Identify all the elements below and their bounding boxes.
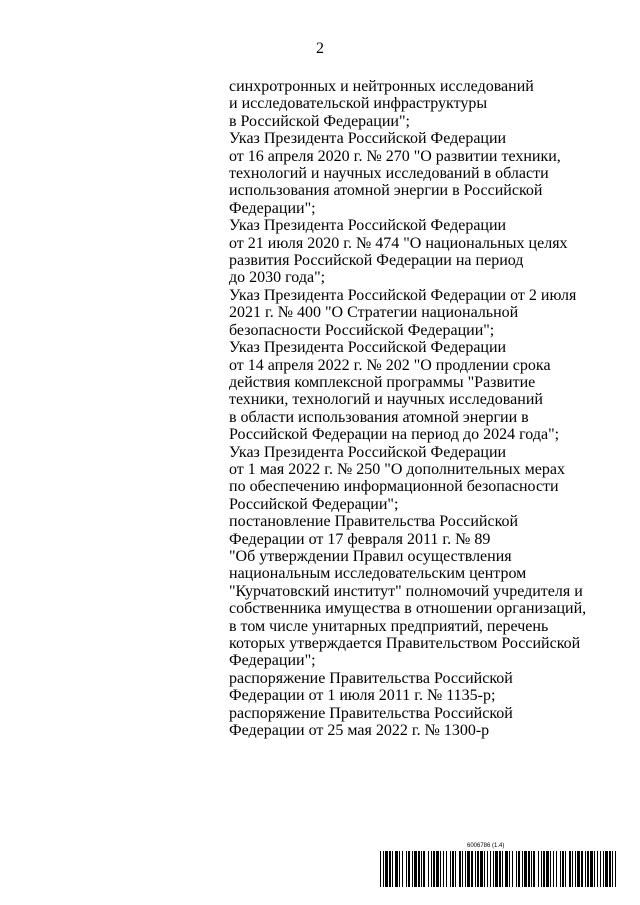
text-line: от 21 июля 2020 г. № 474 "О национальных целях	[229, 234, 568, 252]
text-line: "Курчатовский институт" полномочий учредителя и	[229, 582, 583, 600]
text-line: по обеспечению информационной безопасности	[229, 478, 559, 496]
text-line: Указ Президента Российской Федерации от 2 июля	[229, 286, 577, 304]
text-line: Указ Президента Российской Федерации	[229, 217, 507, 235]
text-line: 2021 г. № 400 "О Стратегии национальной	[229, 304, 519, 322]
text-line: которых утверждается Правительством Российской	[229, 635, 581, 652]
barcode-icon	[380, 851, 616, 887]
text-line: Российской Федерации на период до 2024 года";	[229, 426, 560, 444]
text-line: национальным исследовательским центром	[229, 565, 527, 583]
text-line: Федерации от 17 февраля 2011 г. № 89	[229, 530, 491, 548]
text-line: развития Российской Федерации на период	[229, 252, 524, 270]
text-line: в том числе унитарных предприятий, перечень	[229, 617, 549, 635]
text-line: безопасности Российской Федерации";	[229, 321, 495, 339]
text-line: "Об утверждении Правил осуществления	[229, 547, 512, 565]
text-line: распоряжение Правительства Российской	[229, 669, 513, 687]
document-barcode	[380, 843, 616, 887]
text-line: техники, технологий и научных исследований	[229, 391, 543, 409]
text-line: Федерации";	[229, 652, 316, 670]
text-line: использования атомной энергии в Российской	[229, 182, 543, 200]
text-line: постановление Правительства Российской	[229, 513, 519, 531]
text-line: Указ Президента Российской Федерации	[229, 339, 507, 357]
text-line: Федерации от 25 мая 2022 г. № 1300-р	[229, 722, 490, 740]
text-line: до 2030 года";	[229, 269, 326, 287]
text-line: синхротронных и нейтронных исследований	[229, 78, 534, 95]
text-line: Федерации";	[229, 199, 316, 217]
text-line: в Российской Федерации";	[229, 112, 410, 130]
barcode-caption: 6006786 (1.4)	[467, 843, 505, 849]
document-body-text	[229, 78, 589, 739]
text-line: действия комплексной программы "Развитие	[229, 373, 536, 391]
text-line: в области использования атомной энергии в	[229, 408, 529, 426]
text-line: от 1 мая 2022 г. № 250 "О дополнительных мерах	[229, 460, 565, 478]
text-line: распоряжение Правительства Российской	[229, 704, 513, 722]
text-line: собственника имущества в отношении организаций,	[229, 600, 587, 618]
page-number: 2	[316, 40, 324, 57]
text-line: Российской Федерации";	[229, 495, 399, 513]
text-line: от 16 апреля 2020 г. № 270 "О развитии техники,	[229, 147, 561, 165]
text-line: от 14 апреля 2022 г. № 202 "О продлении срока	[229, 356, 551, 374]
text-line: Федерации от 1 июля 2011 г. № 1135-р;	[229, 687, 496, 705]
text-line: технологий и научных исследований в области	[229, 165, 549, 183]
text-line: и исследовательской инфраструктуры	[229, 95, 488, 113]
text-line: Указ Президента Российской Федерации	[229, 443, 507, 461]
text-line: Указ Президента Российской Федерации	[229, 130, 507, 148]
